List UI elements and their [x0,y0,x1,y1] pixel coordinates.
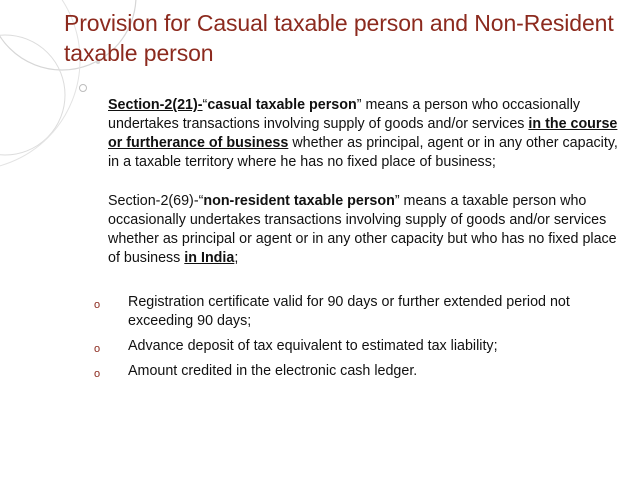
bullet-circle-icon: o [94,299,101,311]
definition-text-a: ” means a person who occasionally undertakes transactions involving supply of goods and/or services [108,97,581,132]
list-item [94,337,618,356]
section-label-2-69: Section-2(69)-“ [108,193,204,209]
slide-title: Provision for Casual taxable person and Non-Resident taxable person [64,10,614,66]
list-item [94,293,618,331]
list-item [94,362,618,381]
list-item-text: Advance deposit of tax equivalent to estimated tax liability; [128,338,498,354]
deco-circle-ring [0,35,65,155]
bullet-circle-icon: o [94,343,101,355]
section-label-2-21: Section-2(21)- [108,97,203,113]
definition-casual-taxable-person [108,96,618,172]
emphasis-in-india: in India [184,250,235,266]
quote-open: “ [202,97,208,113]
definition-text-a: ” means a taxable person who occasionally undertakes transactions involving supply of goods and/or services whether as principal or agent or in any other capacity but who has no fixed place of business [108,193,617,266]
term-casual-taxable-person: casual taxable person [207,97,357,113]
term-non-resident-taxable-person: non-resident taxable person [203,193,395,209]
list-item-text: Registration certificate valid for 90 days or further extended period not exceeding 90 days; [128,294,570,329]
slide-body [94,96,618,387]
definition-text-b: whether as principal, agent or in any other capacity, in a taxable territory where he has no fixed place of business; [108,135,618,170]
list-item-text: Amount credited in the electronic cash ledger. [128,363,418,379]
emphasis-course-of-business: in the course or furtherance of business [108,116,618,151]
deco-circle-small [80,85,87,92]
definition-non-resident-taxable-person [108,192,618,268]
bullet-circle-icon: o [94,368,101,380]
definition-text-b: ; [234,250,239,266]
requirements-list [94,293,618,381]
